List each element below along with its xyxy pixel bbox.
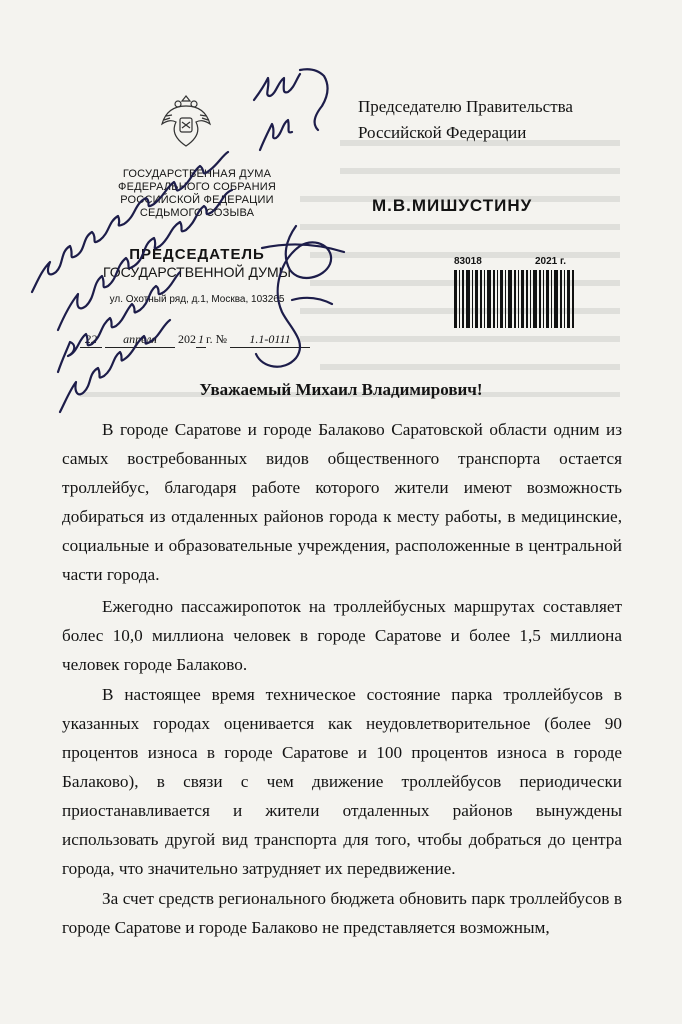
addressee-block bbox=[358, 94, 573, 146]
coat-of-arms-emblem bbox=[158, 90, 214, 152]
org-line: ФЕДЕРАЛЬНОГО СОБРАНИЯ bbox=[118, 181, 276, 193]
outgoing-day: 22 bbox=[80, 332, 102, 348]
connector-stroke bbox=[300, 69, 328, 130]
addressee-name: М.В.МИШУСТИНУ bbox=[372, 196, 533, 215]
handwriting-stroke bbox=[58, 272, 180, 372]
outgoing-month: апреля bbox=[105, 332, 175, 348]
body-paragraph: В городе Саратове и городе Балаково Саратовской области одним из самых востребованных видов общественного транспорта остается троллейбус, благодаря работе которого жители имеют возможность добираться из отдаленных районов города к месту работы, в медицинские, социальные и образовательные учреждения, расположенные в центральной части города. bbox=[62, 420, 622, 584]
handwriting-stroke bbox=[254, 74, 300, 100]
chair-title: ПРЕДСЕДАТЕЛЬ bbox=[129, 246, 265, 263]
greeting: Уважаемый Михаил Владимирович! bbox=[199, 380, 483, 399]
outgoing-year-label: г. bbox=[206, 332, 213, 346]
org-line: РОССИЙСКОЙ ФЕДЕРАЦИИ bbox=[120, 194, 274, 206]
body-paragraph: Ежегодно пассажиропоток на троллейбусных маршрутах составляет болес 10,0 миллиона человек в городе Саратове и более 1,5 миллиона человек городе Балаково. bbox=[62, 597, 622, 674]
organization-name bbox=[92, 168, 302, 220]
outgoing-year-prefix: 202 bbox=[178, 332, 196, 346]
org-line: ГОСУДАРСТВЕННАЯ ДУМА bbox=[122, 168, 272, 180]
registration-barcode bbox=[454, 270, 574, 328]
outgoing-number-label: № bbox=[215, 332, 228, 346]
outgoing-year-suffix: 1 bbox=[198, 332, 204, 346]
outgoing-number: 1.1-0111 bbox=[230, 332, 310, 348]
outgoing-date-number bbox=[80, 332, 330, 348]
body-paragraph: За счет средств регионального бюджета обновить парк троллейбусов в городе Саратове и городе Балаково не представляется возможным, bbox=[62, 889, 622, 937]
handwriting-stroke bbox=[260, 120, 292, 150]
org-line: СЕДЬМОГО СОЗЫВА bbox=[139, 207, 255, 219]
registration-year: 2021 г. bbox=[535, 256, 566, 267]
addressee-line: Председателю Правительства bbox=[358, 97, 573, 116]
addressee-line: Российской Федерации bbox=[358, 123, 527, 142]
sender-address: ул. Охотный ряд, д.1, Москва, 103265 bbox=[109, 294, 285, 305]
registration-number: 83018 bbox=[454, 256, 482, 267]
body-paragraph: В настоящее время техническое состояние парка троллейбусов в указанных городах оценивается как неудовлетворительное (более 90 процентов износа в городе Саратове и 100 процентов износа в городе Балаково), в связи с чем движение троллейбусов периодически приостанавливается и жители отдаленных районов вынуждены использовать другой вид транспорта для того, чтобы добраться до центра города, что значительно затрудняет их передвижение. bbox=[62, 685, 622, 878]
chair-subtitle: ГОСУДАРСТВЕННОЙ ДУМЫ bbox=[102, 264, 292, 280]
